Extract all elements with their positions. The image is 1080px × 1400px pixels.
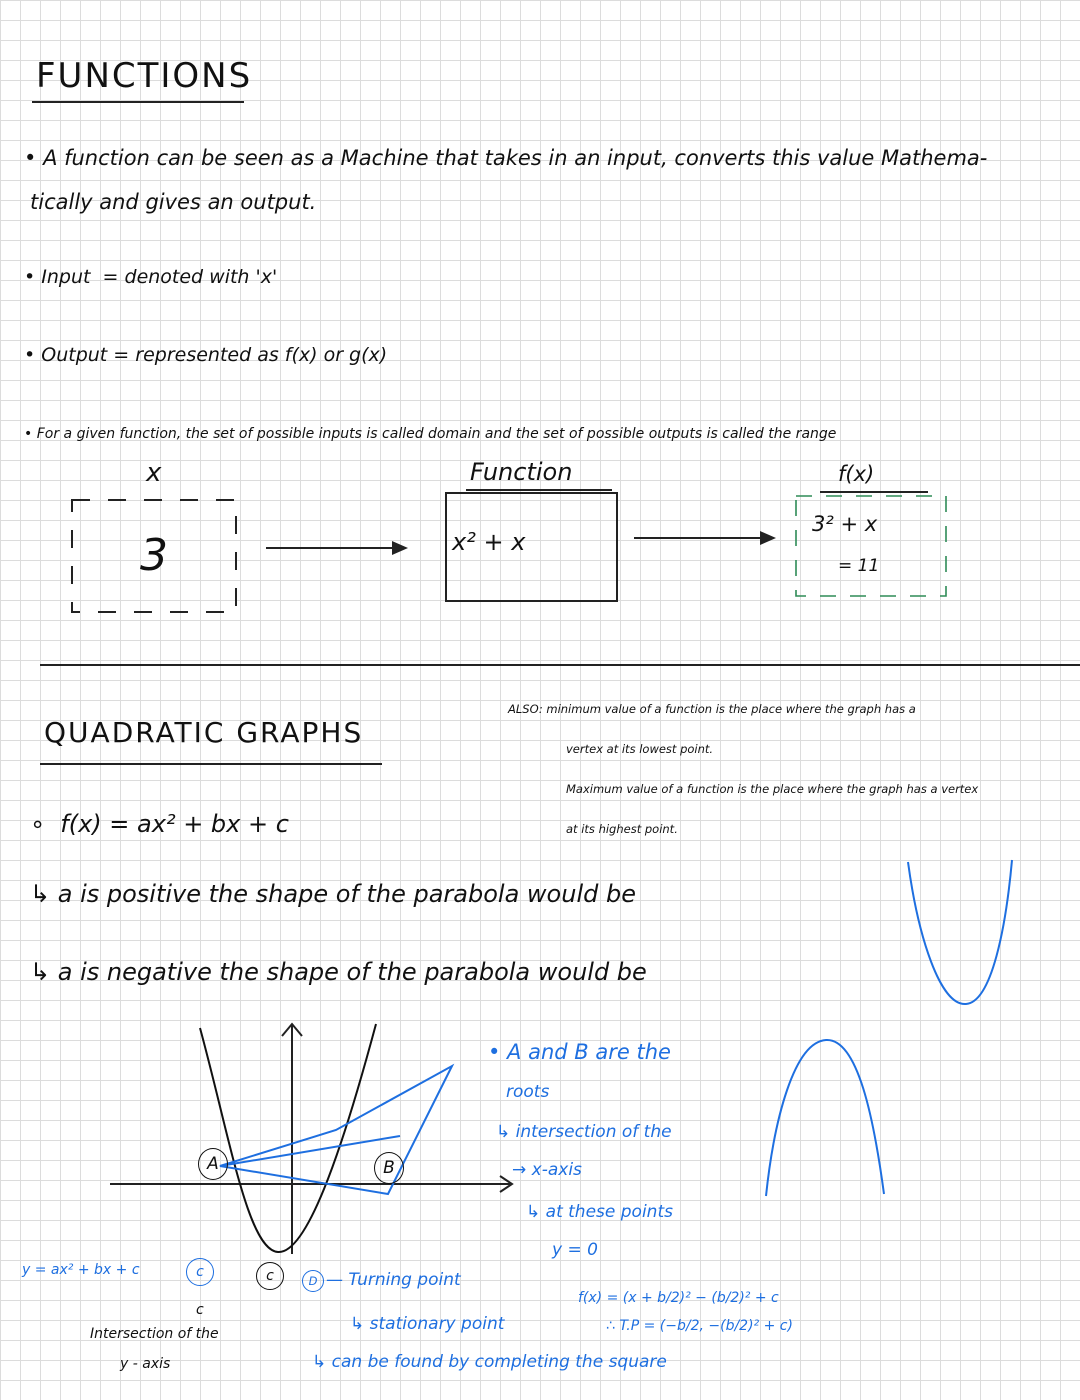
functions-title: FUNCTIONS [36, 56, 253, 96]
input-note: • Input = denoted with 'x' [24, 266, 278, 288]
roots-note-3: ↳ intersection of the [496, 1122, 672, 1142]
bullet: • [24, 146, 44, 170]
completing-square-label: ↳ can be found by completing the square [312, 1352, 667, 1372]
output-label: Output [41, 344, 108, 366]
output-desc: = represented as f(x) or g(x) [113, 344, 388, 366]
also-note-line-3: Maximum value of a function is the place where the graph has a vertex [566, 782, 979, 796]
graph-c-marker: c [256, 1262, 284, 1290]
diagram-function-header: Function [470, 458, 573, 486]
intersection-y-line-2: y - axis [120, 1356, 171, 1372]
roots-note-2: roots [506, 1082, 550, 1102]
function-to-output-arrow [630, 528, 780, 548]
intersection-y-line-1: Intersection of the [90, 1326, 219, 1342]
parabola-curve [200, 1024, 376, 1252]
output-dashed-box [792, 492, 952, 602]
root-b-label: B [374, 1152, 404, 1184]
intercept-c-circle: c [186, 1258, 214, 1286]
input-to-function-arrow [262, 538, 412, 558]
output-note: • Output = represented as f(x) or g(x) [24, 344, 388, 366]
input-label: Input [41, 266, 91, 288]
diagram-input-header: x [146, 458, 162, 488]
domain-range-note: • For a given function, the set of possible inputs is called domain and the set of possible outputs is called the range [24, 426, 837, 442]
stationary-point-label: ↳ stationary point [350, 1314, 505, 1334]
upward-parabola-icon [900, 856, 1020, 1016]
turning-point-label: — Turning point [326, 1270, 461, 1290]
roots-note-1: • A and B are the [488, 1040, 671, 1064]
quadratic-title: QUADRATIC GRAPHS [44, 716, 364, 749]
function-header-underline [466, 489, 612, 491]
input-desc: = denoted with 'x' [102, 266, 278, 288]
downward-parabola-icon [760, 1030, 890, 1200]
also-note-line-2: vertex at its lowest point. [566, 742, 714, 756]
diagram-input-value: 3 [140, 530, 168, 581]
also-note-line-4: at its highest point. [566, 822, 678, 836]
roots-note-6: y = 0 [552, 1240, 598, 1260]
turning-point-coords: ∴ T.P = (−b/2, −(b/2)² + c) [606, 1318, 793, 1334]
quadratic-formula: ∘ f(x) = ax² + bx + c [30, 810, 289, 838]
quadratic-graph [100, 1018, 520, 1258]
root-a-label: A [198, 1148, 228, 1180]
negative-a-note: ↳ a is negative the shape of the parabola would be [30, 958, 647, 986]
function-definition-line-2: tically and gives an output. [30, 190, 317, 214]
roots-note-4: → x-axis [512, 1160, 582, 1180]
diagram-output-expr: 3² + x [812, 512, 878, 536]
equation-label: y = ax² + bx + c [22, 1262, 140, 1278]
positive-a-note: ↳ a is positive the shape of the parabola would be [30, 880, 636, 908]
turning-point-marker: D [302, 1270, 324, 1292]
functions-title-underline [32, 101, 244, 103]
diagram-output-header: f(x) [838, 462, 875, 486]
quadratic-title-underline [40, 763, 382, 765]
also-note-line-1: ALSO: minimum value of a function is the place where the graph has a [508, 702, 916, 716]
function-definition-line-1: • A function can be seen as a Machine that takes in an input, converts this value Mathema- [24, 146, 988, 170]
diagram-function-expr: x² + x [452, 528, 526, 556]
completed-square-form: f(x) = (x + b/2)² − (b/2)² + c [578, 1290, 779, 1306]
roots-pointer [220, 1066, 452, 1194]
diagram-output-result: = 11 [838, 556, 880, 576]
section-divider [40, 664, 1080, 666]
y-intercept-c-label: c [196, 1302, 204, 1318]
roots-note-5: ↳ at these points [526, 1202, 673, 1222]
